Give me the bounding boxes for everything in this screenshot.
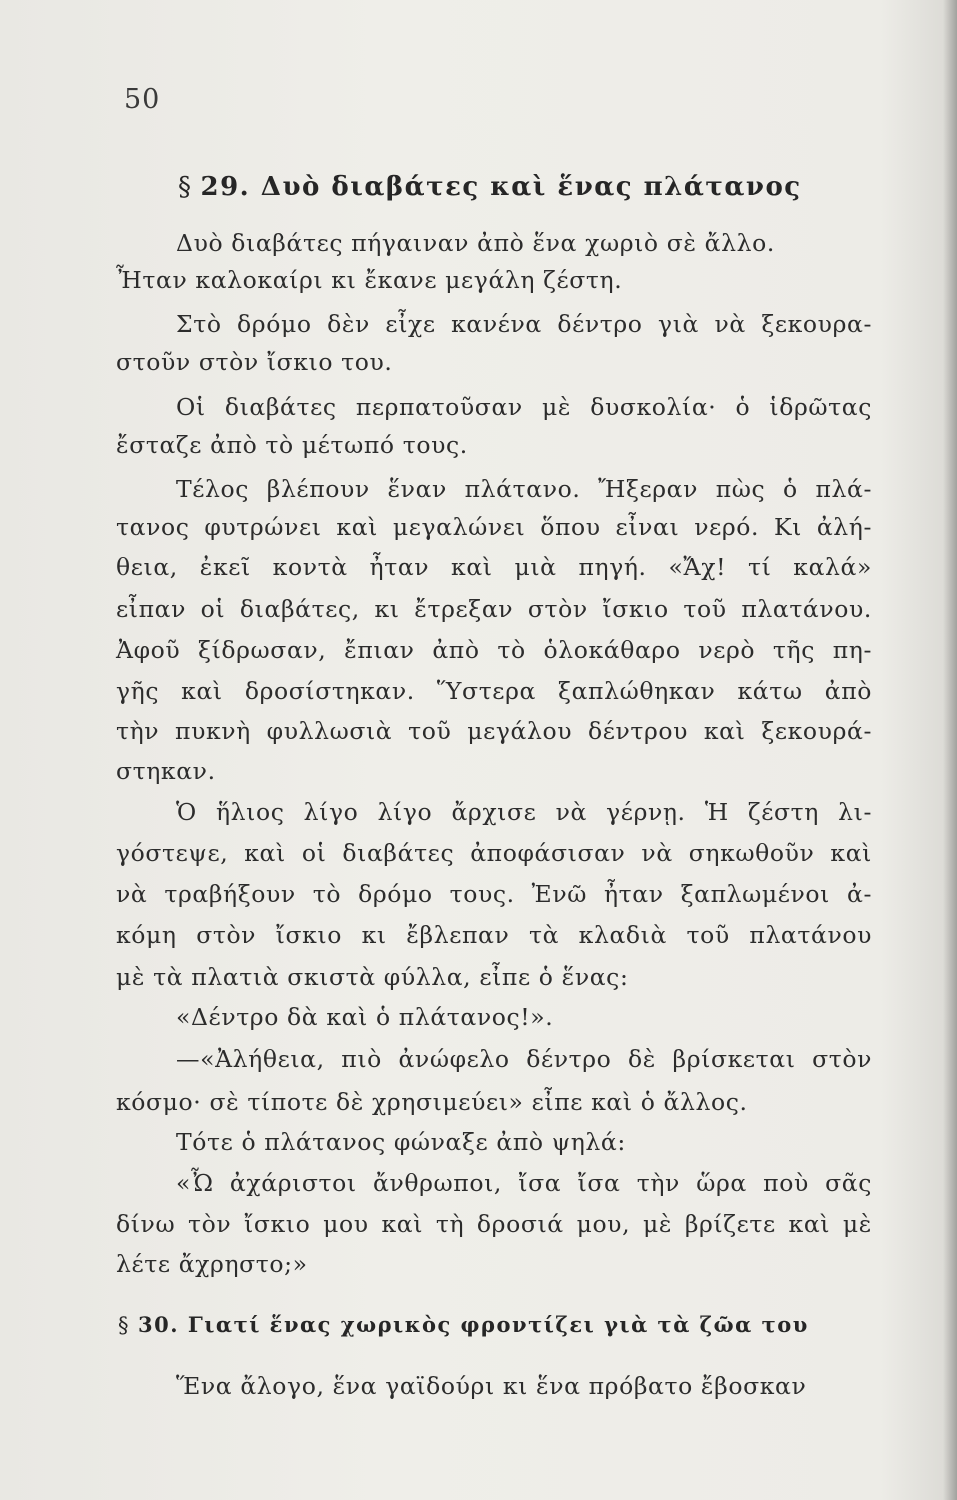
paragraph-line: στοῦν στὸν ἴσκιο του. <box>116 348 393 376</box>
section-mark: § <box>178 172 193 202</box>
paragraph-line: θεια, ἐκεῖ κοντὰ ἦταν καὶ μιὰ πηγή. «Ἄχ! τί καλά» <box>116 553 872 581</box>
paragraph-line: Ἀφοῦ ξίδρωσαν, ἔπιαν ἀπὸ τὸ ὁλοκάθαρο νερὸ τῆς πη- <box>116 636 872 664</box>
paragraph-line: κόμη στὸν ἴσκιο κι ἔβλεπαν τὰ κλαδιὰ τοῦ πλατάνου <box>116 921 872 949</box>
paragraph-line: κόσμο· σὲ τίποτε δὲ χρησιμεύει» εἶπε καὶ ὁ ἄλλος. <box>116 1088 748 1116</box>
paragraph-line: γόστεψε, καὶ οἱ διαβάτες ἀποφάσισαν νὰ σηκωθοῦν καὶ <box>116 839 872 867</box>
paragraph-line: Στὸ δρόμο δὲν εἶχε κανένα δέντρο γιὰ νὰ ξεκουρα- <box>176 310 872 338</box>
paragraph-line: Ἦταν καλοκαίρι κι ἔκανε μεγάλη ζέστη. <box>116 266 623 294</box>
paragraph-line: Ὁ ἥλιος λίγο λίγο ἄρχισε νὰ γέρνῃ. Ἡ ζέστη λι- <box>176 798 872 826</box>
paragraph-line: τὴν πυκνὴ φυλλωσιὰ τοῦ μεγάλου δέντρου καὶ ξεκουρά- <box>116 717 872 745</box>
paragraph-line: Δυὸ διαβάτες πήγαιναν ἀπὸ ἕνα χωριὸ σὲ ἄλλο. <box>176 229 775 257</box>
paragraph-line: ἔσταζε ἀπὸ τὸ μέτωπό τους. <box>116 431 468 459</box>
paragraph-line: «Δέντρο δὰ καὶ ὁ πλάτανος!». <box>176 1003 554 1031</box>
paragraph-line: τανος φυτρώνει καὶ μεγαλώνει ὅπου εἶναι νερό. Κι ἀλή- <box>116 513 872 541</box>
page-edge-shadow <box>943 0 957 1500</box>
section-mark: § <box>118 1313 130 1337</box>
section-heading-29 <box>178 172 878 202</box>
paragraph-line: Τότε ὁ πλάτανος φώναξε ἀπὸ ψηλά: <box>176 1128 626 1156</box>
paragraph-line: γῆς καὶ δροσίστηκαν. Ὕστερα ξαπλώθηκαν κάτω ἀπὸ <box>116 677 872 705</box>
paragraph-line: «Ὦ ἀχάριστοι ἄνθρωποι, ἴσα ἴσα τὴν ὥρα ποὺ σᾶς <box>176 1169 872 1197</box>
paragraph-line: —«Ἀλήθεια, πιὸ ἀνώφελο δέντρο δὲ βρίσκεται στὸν <box>176 1045 872 1073</box>
paragraph-line: λέτε ἄχρηστο;» <box>116 1250 308 1278</box>
paragraph-line: Τέλος βλέπουν ἕναν πλάτανο. Ἤξεραν πὼς ὁ πλά- <box>176 475 872 503</box>
paragraph-line: στηκαν. <box>116 757 216 785</box>
paragraph-line: Ἕνα ἄλογο, ἕνα γαϊδούρι κι ἕνα πρόβατο ἔβοσκαν <box>176 1372 807 1400</box>
section-title: 30. Γιατί ἕνας χωρικὸς φροντίζει γιὰ τὰ ζῶα του <box>138 1312 809 1337</box>
paragraph-line: Οἱ διαβάτες περπατοῦσαν μὲ δυσκολία· ὁ ἱδρῶτας <box>176 393 872 421</box>
paragraph-line: νὰ τραβήξουν τὸ δρόμο τους. Ἐνῶ ἦταν ξαπλωμένοι ἀ- <box>116 880 872 908</box>
paragraph-line: δίνω τὸν ἴσκιο μου καὶ τὴ δροσιά μου, μὲ βρίζετε καὶ μὲ <box>116 1210 872 1238</box>
section-heading-30 <box>118 1312 818 1337</box>
page-number: 50 <box>124 84 161 115</box>
paragraph-line: εἶπαν οἱ διαβάτες, κι ἔτρεξαν στὸν ἴσκιο τοῦ πλατάνου. <box>116 595 872 623</box>
section-title: 29. Δυὸ διαβάτες καὶ ἕνας πλάτανος <box>200 172 802 202</box>
paragraph-line: μὲ τὰ πλατιὰ σκιστὰ φύλλα, εἶπε ὁ ἕνας: <box>116 963 629 991</box>
